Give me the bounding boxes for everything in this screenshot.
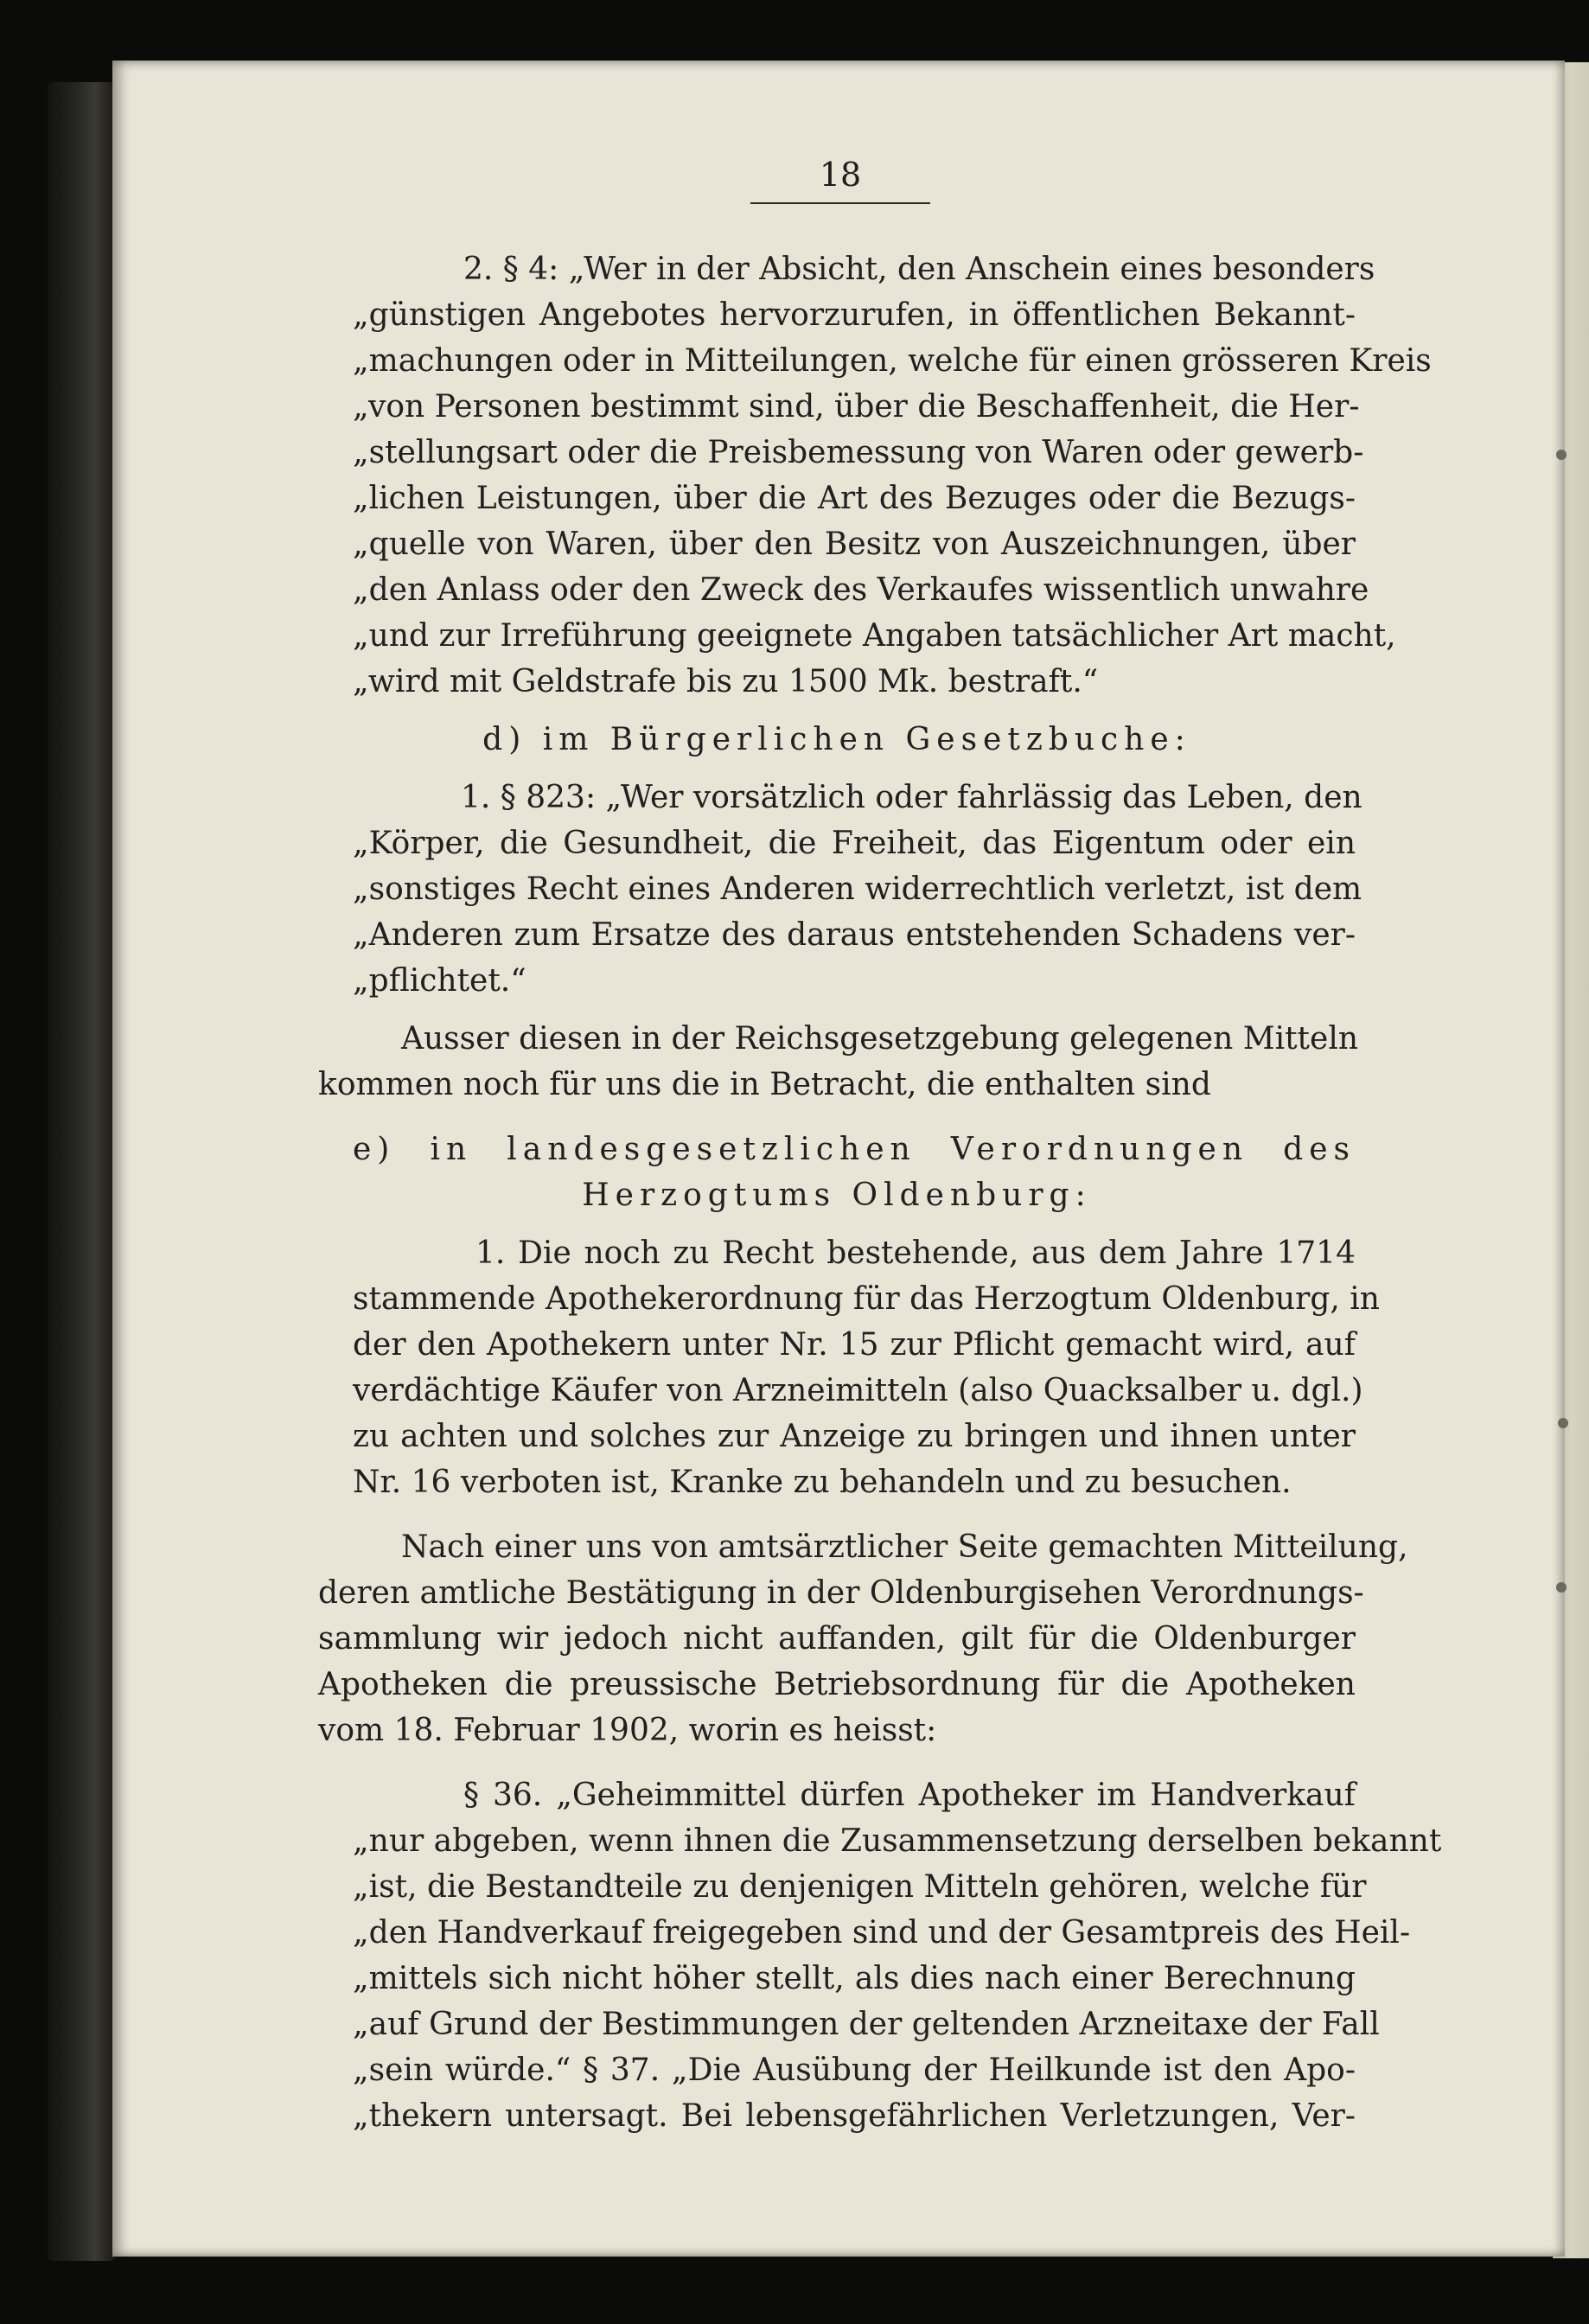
text-line: „thekern untersagt. Bei lebensgefährlichen Verletzungen, Ver-	[353, 2098, 1356, 2134]
text-line: Nr. 16 verboten ist, Kranke zu behandeln und zu besuchen.	[353, 1465, 1292, 1500]
section-heading-e-cont: Herzogtums Oldenburg:	[582, 1178, 1092, 1213]
margin-mark	[1556, 1582, 1567, 1593]
text-line: 1. § 823: „Wer vorsätzlich oder fahrlässig das Leben, den	[461, 780, 1362, 815]
book-binding	[48, 82, 115, 2261]
section-heading-d: d) im Bürgerlichen Gesetzbuche:	[482, 722, 1191, 757]
text-line: „günstigen Angebotes hervorzurufen, in öffentlichen Bekannt-	[353, 297, 1356, 333]
text-line: 2. § 4: „Wer in der Absicht, den Anschein eines besonders	[463, 252, 1375, 287]
text-line: Nach einer uns von amtsärztlicher Seite gemachten Mitteilung,	[401, 1529, 1408, 1565]
text-line: zu achten und solches zur Anzeige zu bringen und ihnen unter	[353, 1419, 1356, 1454]
text-line: „Körper, die Gesundheit, die Freiheit, das Eigentum oder ein	[353, 826, 1356, 861]
text-line: „Anderen zum Ersatze des daraus entstehenden Schadens ver-	[353, 917, 1356, 953]
text-line: verdächtige Käufer von Arzneimitteln (also Quacksalber u. dgl.)	[353, 1373, 1363, 1408]
margin-mark	[1556, 450, 1567, 460]
text-line: „sonstiges Recht eines Anderen widerrechtlich verletzt, ist dem	[353, 872, 1362, 907]
text-line: „mittels sich nicht höher stellt, als dies nach einer Berechnung	[353, 1961, 1356, 1996]
text-line: „quelle von Waren, über den Besitz von Auszeichnungen, über	[353, 527, 1356, 562]
text-line: vom 18. Februar 1902, worin es heisst:	[318, 1713, 937, 1748]
page-number: 18	[750, 156, 930, 204]
text-line: Apotheken die preussische Betriebsordnung für die Apotheken	[318, 1667, 1356, 1702]
section-heading-e: e) in landesgesetzlichen Verordnungen des	[353, 1132, 1356, 1167]
text-line: „auf Grund der Bestimmungen der geltenden Arzneitaxe der Fall	[353, 2007, 1380, 2042]
text-line: „pflichtet.“	[353, 963, 526, 999]
text-line: „sein würde.“ § 37. „Die Ausübung der Heilkunde ist den Apo-	[353, 2053, 1356, 2088]
text-line: „wird mit Geldstrafe bis zu 1500 Mk. bestraft.“	[353, 664, 1099, 699]
text-line: stammende Apothekerordnung für das Herzogtum Oldenburg, in	[353, 1281, 1380, 1317]
text-line: „von Personen bestimmt sind, über die Beschaffenheit, die Her-	[353, 389, 1360, 425]
text-line: „und zur Irreführung geeignete Angaben tatsächlicher Art macht,	[353, 618, 1396, 654]
text-line: 1. Die noch zu Recht bestehende, aus dem Jahre 1714	[475, 1235, 1356, 1271]
text-line: „ist, die Bestandteile zu denjenigen Mitteln gehören, welche für	[353, 1869, 1367, 1905]
text-line: „stellungsart oder die Preisbemessung von Waren oder gewerb-	[353, 435, 1364, 470]
text-line: „nur abgeben, wenn ihnen die Zusammensetzung derselben bekannt	[353, 1823, 1442, 1859]
page-body-text	[318, 246, 1442, 2139]
text-line: „lichen Leistungen, über die Art des Bezuges oder die Bezugs-	[353, 481, 1356, 516]
text-line: § 36. „Geheimmittel dürfen Apotheker im Handverkauf	[463, 1778, 1356, 1813]
text-line: „den Anlass oder den Zweck des Verkaufes wissentlich unwahre	[353, 572, 1369, 608]
text-line: kommen noch für uns die in Betracht, die enthalten sind	[318, 1067, 1211, 1102]
text-line: der den Apothekern unter Nr. 15 zur Pflicht gemacht wird, auf	[353, 1327, 1356, 1363]
text-line: sammlung wir jedoch nicht auffanden, gilt für die Oldenburger	[318, 1621, 1356, 1657]
text-line: „den Handverkauf freigegeben sind und der Gesamtpreis des Heil-	[353, 1915, 1411, 1950]
text-line: Ausser diesen in der Reichsgesetzgebung gelegenen Mitteln	[401, 1021, 1359, 1057]
text-line: deren amtliche Bestätigung in der Oldenburgisehen Verordnungs-	[318, 1575, 1364, 1611]
margin-mark	[1558, 1418, 1568, 1428]
text-line: „machungen oder in Mitteilungen, welche für einen grösseren Kreis	[353, 343, 1432, 379]
